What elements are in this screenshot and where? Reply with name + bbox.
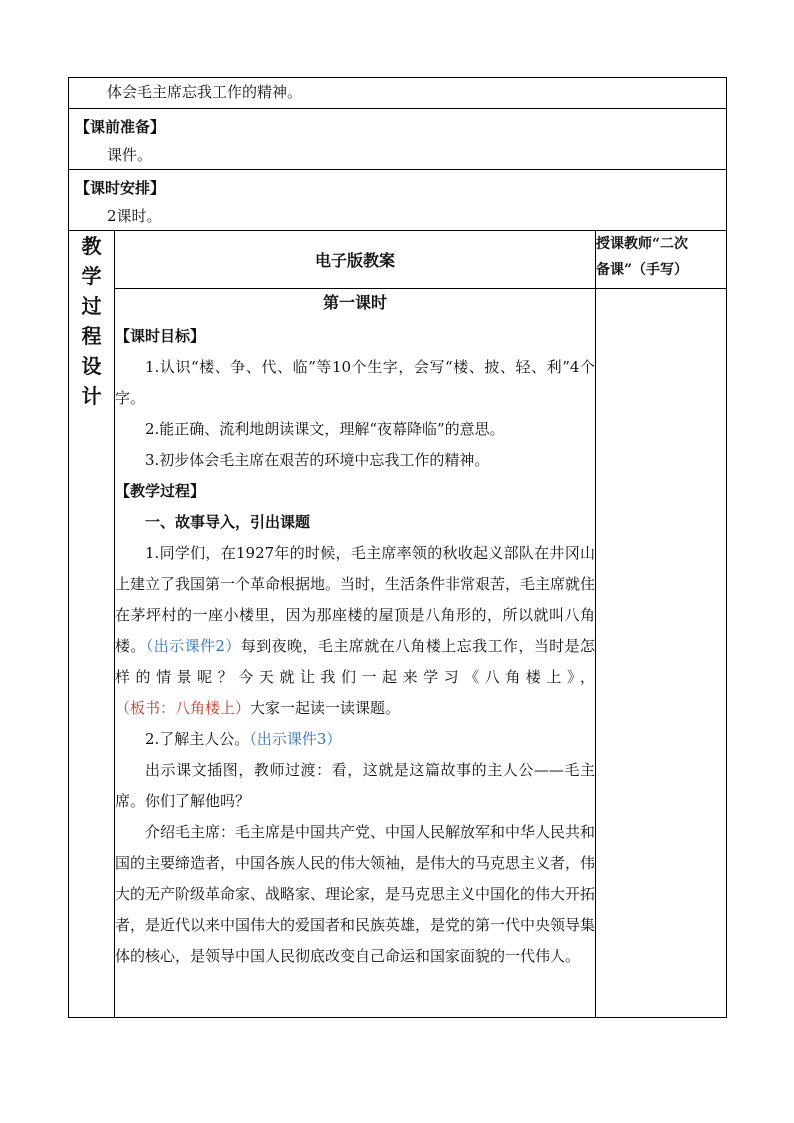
lesson-content bbox=[115, 289, 596, 1018]
paragraph: 出示课文插图，教师过渡：看，这就是这篇故事的主人公——毛主席。你们了解他吗？ bbox=[115, 761, 595, 810]
lesson-plan-table bbox=[68, 77, 727, 1018]
courseware-reference: （出示课件2） bbox=[145, 637, 241, 655]
side-label-char: 计 bbox=[81, 384, 102, 408]
paragraph-text: 1.同学们，在1927年的时候，毛主席率领的秋收起义部队在井冈山上建立了我国第一个革命根据地。当时，生活条件非常艰苦，毛主席就住在茅坪村的一座小楼里，因为那座楼的屋顶是八角形的，所以就叫八角楼。 bbox=[115, 544, 596, 655]
schedule-row bbox=[69, 170, 727, 231]
goal-continuation-text: 体会毛主席忘我工作的精神。 bbox=[107, 83, 303, 101]
goal-continuation-row bbox=[69, 78, 727, 109]
side-label-char: 设 bbox=[81, 354, 102, 378]
paragraph: 介绍毛主席：毛主席是中国共产党、中国人民解放军和中华人民共和国的主要缔造者，中国各族人民的伟大领袖，是伟大的马克思主义者，伟大的无产阶级革命家、战略家、理论家，是马克思主义中国化的伟大开拓者，是近代以来中国伟大的爱国者和民族英雄，是党的第一代中央领导集体的核心，是领导中国人民彻底改变自己命运和国家面貌的一代伟人。 bbox=[115, 823, 596, 965]
schedule-heading: 【课时安排】 bbox=[75, 179, 166, 197]
side-label-char: 程 bbox=[81, 324, 102, 348]
paragraph bbox=[115, 538, 595, 724]
goal-item: 2.能正确、流利地朗读课文，理解“夜幕降临”的意思。 bbox=[145, 420, 505, 438]
paragraph bbox=[115, 724, 595, 755]
teacher-notes-cell bbox=[596, 289, 727, 1018]
side-label-char: 教 bbox=[81, 234, 102, 258]
teaching-process-label bbox=[69, 231, 115, 1018]
side-label-char: 过 bbox=[81, 294, 102, 318]
board-note: （板书：八角楼上） bbox=[115, 699, 251, 717]
schedule-text: 2课时。 bbox=[107, 207, 162, 225]
paragraph-text: 2.了解主人公。 bbox=[145, 730, 250, 748]
content-row bbox=[69, 289, 727, 1018]
courseware-reference: （出示课件3） bbox=[249, 730, 342, 748]
goal-item: 1.认识“楼、争、代、临”等10个生字，会写“楼、披、轻、利”4个字。 bbox=[115, 358, 595, 407]
goal-item: 3.初步体会毛主席在艰苦的环境中忘我工作的精神。 bbox=[145, 451, 490, 469]
column-header-row bbox=[69, 231, 727, 289]
electronic-plan-title: 电子版教案 bbox=[115, 231, 596, 289]
teacher-notes-header-line1: 授课教师“二次 bbox=[596, 236, 689, 252]
paragraph-text: 每到夜晚，毛主席就在八角楼上忘我工作，当时是怎样的情景呢？今天就让我们一起来学习《八角楼上》， bbox=[115, 637, 595, 686]
step-heading: 一、故事导入，引出课题 bbox=[145, 513, 311, 531]
teacher-notes-header bbox=[596, 231, 727, 289]
goals-heading: 【课时目标】 bbox=[115, 327, 206, 345]
teacher-notes-header-line2: 备课”（手写） bbox=[596, 262, 689, 278]
paragraph-text: 大家一起读一读课题。 bbox=[250, 699, 401, 717]
prep-heading: 【课前准备】 bbox=[75, 118, 166, 136]
prep-row bbox=[69, 109, 727, 170]
prep-text: 课件。 bbox=[107, 146, 153, 164]
process-heading: 【教学过程】 bbox=[115, 482, 206, 500]
side-label-char: 学 bbox=[81, 264, 102, 288]
lesson-title: 第一课时 bbox=[322, 293, 387, 312]
